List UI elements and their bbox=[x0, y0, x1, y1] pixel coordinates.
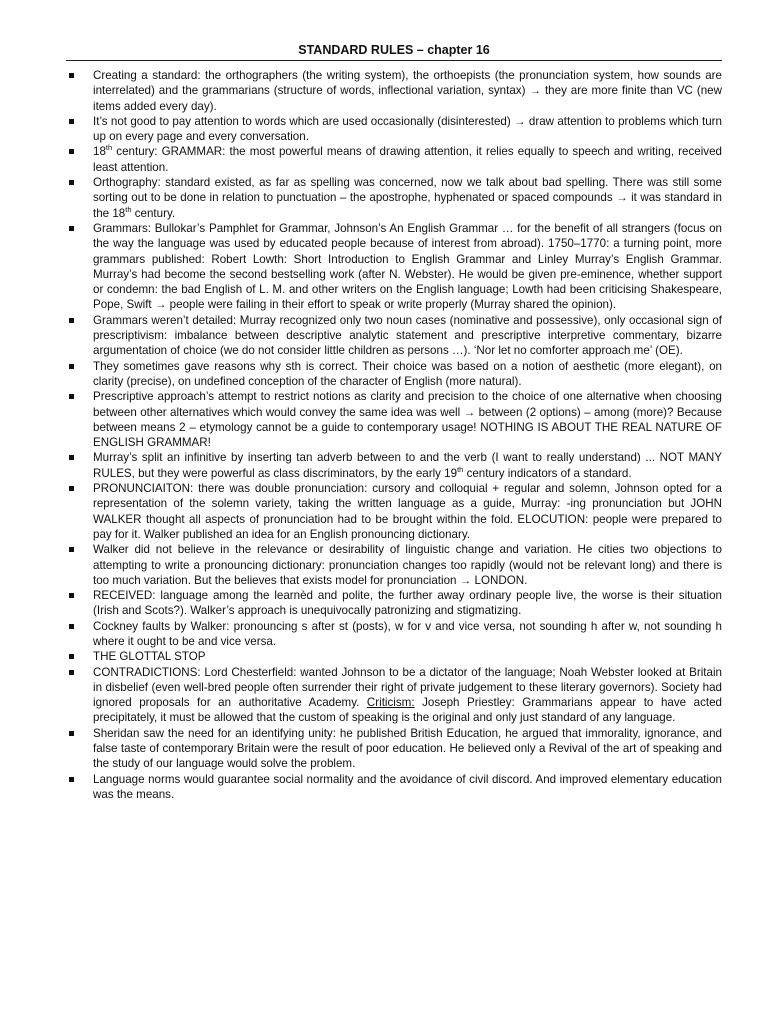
item-text: RECEIVED: language among the learnèd and polite, the further away ordinary people live, the worse is their situation (Irish and Scots?). Walker’s approach is unequivocally patronizing and stigmatizing. bbox=[93, 589, 722, 618]
bullet-icon bbox=[69, 670, 74, 675]
bullet-icon bbox=[69, 777, 74, 782]
list-item bbox=[66, 588, 722, 619]
list-item bbox=[66, 144, 722, 175]
bullet-icon bbox=[69, 624, 74, 629]
bullet-icon bbox=[69, 318, 74, 323]
list-item bbox=[66, 665, 722, 726]
list-item bbox=[66, 772, 722, 803]
bullet-icon bbox=[69, 654, 74, 659]
list-item bbox=[66, 450, 722, 481]
superscript-text: th bbox=[457, 464, 464, 474]
item-text: Grammars: Bullokar’s Pamphlet for Grammar, Johnson’s An English Grammar … for the benefit of all strangers (focus on the way the language was used by educated people because of interest from abroad). 1750–1770: a turning point, more grammars published: Robert Lowth: Short Introduction to English Grammar and Linley Murray’s English Grammar. Murray’s had become the second bestselling work (after N. Webster). He would be given pre-eminence, whether support or condemn: the bad English of L. M. and other writers on the English language; Lowth had been criticising Shakespeare, Pope, Swift → people were failing in their effort to speak or write properly (Murray shared the opinion). bbox=[93, 221, 722, 312]
item-text: They sometimes gave reasons why sth is correct. Their choice was based on a notion of aesthetic (more elegant), on clarity (precise), on undefined conception of the character of English (more natural). bbox=[93, 359, 722, 388]
list-item bbox=[66, 619, 722, 650]
item-text: Language norms would guarantee social normality and the avoidance of civil discord. And improved elementary education was the means. bbox=[93, 772, 722, 801]
item-text: Walker did not believe in the relevance or desirability of linguistic change and variation. He cities two objections to attempting to write a pronouncing dictionary: pronunciation changes too rapidly (would not be relevant long) and there is too much variation. But the believes that exists model for pronunciation → LONDON. bbox=[93, 543, 722, 587]
item-text: It’s not good to pay attention to words which are used occasionally (disinterested) → draw attention to problems which turn up on every page and every conversation. bbox=[93, 114, 722, 144]
bullet-icon bbox=[69, 547, 74, 552]
item-text: Grammars weren’t detailed: Murray recognized only two noun cases (nominative and possessive), only occasional sign of prescriptivism: imbalance between descriptive analytic statement and prescriptive interpretive commentary, bizarre argumentation of choice (we do not consider little children as persons …). ‘Nor let no comforter approach me’ (OE). bbox=[93, 313, 722, 358]
item-text: CONTRADICTIONS: Lord Chesterfield: wanted Johnson to be a dictator of the language; Noah Webster looked at Britain in disbelief (even well-bred people often surrender their right of private judgement to these literary governors). Society had ignored proposals for an authoritative Academy. bbox=[93, 665, 722, 710]
page-title: STANDARD RULES – chapter 16 bbox=[298, 43, 490, 57]
bullet-icon bbox=[69, 364, 74, 369]
item-text: 18 bbox=[93, 145, 106, 159]
list-item bbox=[66, 481, 722, 542]
superscript-text: th bbox=[105, 143, 113, 153]
list-item bbox=[66, 359, 722, 390]
bullet-icon bbox=[69, 486, 74, 491]
list-item bbox=[66, 542, 722, 588]
list-item bbox=[66, 175, 722, 221]
item-text: Orthography: standard existed, as far as spelling was concerned, now we talk about bad spelling. There was still some sorting out to be done in relation to punctuation – the apostrophe, hyphenated or spaced compounds → it was standard in the 18 bbox=[93, 176, 722, 220]
item-text: Murray’s split an infinitive by inserting tan adverb between to and the verb (I want to really understand) ... NOT MANY RULES, but they were powerful as class discriminators, by the early 19 bbox=[93, 451, 722, 480]
item-text: Creating a standard: the orthographers (the writing system), the orthoepists (the pronunciation system, how sounds are interrelated) and the grammarians (structure of words, inflectional variation, syntax) → they are more finite than VC (new items added every day). bbox=[93, 69, 722, 113]
bullet-list bbox=[66, 68, 722, 802]
item-text: PRONUNCIAITON: there was double pronunciation: cursory and colloquial + regular and solemn, Johnson opted for a representation of the solemn variety, taking the written language as a guide, Murray: -ing pronunciation but JOHN WALKER thought all aspects of pronunciation had to be brought within the fold. ELOCUTION: people were prepared to pay for it. Walker published an idea for an English pronouncing dictionary. bbox=[93, 482, 722, 541]
bullet-icon bbox=[69, 149, 74, 154]
item-text: Cockney faults by Walker: pronouncing s after st (posts), w for v and vice versa, not sounding h after w, not sounding h where it ought to be and vice versa. bbox=[93, 619, 722, 648]
bullet-icon bbox=[69, 593, 74, 598]
item-text: Joseph Priestley: Grammarians appear to have acted precipitately, it must be allowed that the custom of speaking is the original and only just standard of any language. bbox=[93, 696, 722, 725]
list-item bbox=[66, 313, 722, 359]
title-underline bbox=[66, 60, 722, 61]
item-text: Prescriptive approach’s attempt to restrict notions as clarity and precision to the choice of one alternative when choosing between other alternatives which would convey the same idea was well → between (2 options) – among (more)? Because between means 2 – etymology cannot be a guide to contemporary usage! NOTHING IS ABOUT THE REAL NATURE OF ENGLISH GRAMMAR! bbox=[93, 390, 722, 450]
list-item bbox=[66, 389, 722, 450]
bullet-icon bbox=[69, 180, 74, 185]
list-item bbox=[66, 114, 722, 145]
item-text: century. bbox=[131, 206, 176, 220]
underlined-text: Criticism: bbox=[366, 696, 415, 710]
list-item bbox=[66, 726, 722, 772]
bullet-icon bbox=[69, 455, 74, 460]
item-text: century: GRAMMAR: the most powerful means of drawing attention, it relies equally to speech and writing, received least attention. bbox=[93, 145, 722, 174]
list-item bbox=[66, 68, 722, 114]
bullet-icon bbox=[69, 394, 74, 399]
list-item bbox=[66, 221, 722, 313]
bullet-icon bbox=[69, 226, 74, 231]
item-text: century indicators of a standard. bbox=[463, 466, 632, 480]
item-text: Sheridan saw the need for an identifying unity: he published British Education, he argued that immorality, ignorance, and false taste of contemporary Britain were the result of poor education. He believed only a Revival of the art of speaking and the study of our language would solve the problem. bbox=[93, 726, 722, 771]
bullet-icon bbox=[69, 73, 74, 78]
item-text: THE GLOTTAL STOP bbox=[93, 650, 206, 664]
superscript-text: th bbox=[125, 204, 132, 214]
bullet-icon bbox=[69, 119, 74, 124]
bullet-icon bbox=[69, 731, 74, 736]
list-item bbox=[66, 649, 722, 664]
